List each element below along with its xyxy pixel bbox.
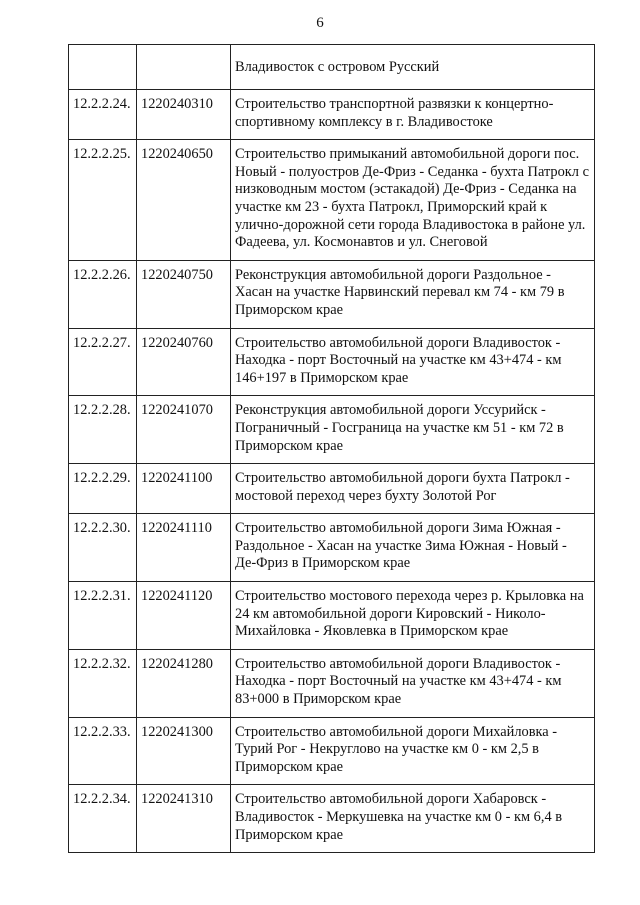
row-code-cell: 1220241310 <box>137 785 231 853</box>
row-code-cell: 1220240750 <box>137 260 231 328</box>
table-row <box>69 464 595 514</box>
table-row <box>69 396 595 464</box>
table-row <box>69 260 595 328</box>
row-code-cell: 1220241100 <box>137 464 231 514</box>
row-description-cell: Строительство автомобильной дороги Зима Южная - Раздольное - Хасан на участке Зима Южная - Новый - Де-Фриз в Приморском крае <box>231 514 595 582</box>
row-description-cell: Строительство автомобильной дороги Владивосток - Находка - порт Восточный на участке км 43+474 - км 146+197 в Приморском крае <box>231 328 595 396</box>
row-number-cell <box>69 45 137 90</box>
row-number-cell: 12.2.2.25. <box>69 140 137 261</box>
row-number-cell: 12.2.2.34. <box>69 785 137 853</box>
table-body <box>69 45 595 853</box>
row-code-cell: 1220241120 <box>137 582 231 650</box>
table-row <box>69 649 595 717</box>
row-description-cell: Строительство автомобильной дороги Хабаровск - Владивосток - Меркушевка на участке км 0 - км 6,4 в Приморском крае <box>231 785 595 853</box>
row-number-cell: 12.2.2.27. <box>69 328 137 396</box>
row-description-cell: Строительство автомобильной дороги Михайловка - Турий Рог - Некруглово на участке км 0 - км 2,5 в Приморском крае <box>231 717 595 785</box>
row-code-cell: 1220240650 <box>137 140 231 261</box>
table-row <box>69 90 595 140</box>
row-description-cell: Строительство мостового перехода через р. Крыловка на 24 км автомобильной дороги Кировский - Николо-Михайловка - Яковлевка в Приморском крае <box>231 582 595 650</box>
row-code-cell <box>137 45 231 90</box>
row-number-cell: 12.2.2.33. <box>69 717 137 785</box>
row-code-cell: 1220241280 <box>137 649 231 717</box>
table-row <box>69 582 595 650</box>
table-row <box>69 45 595 90</box>
row-description-cell: Строительство примыканий автомобильной дороги пос. Новый - полуостров Де-Фриз - Седанка - бухта Патрокл с низководным мостом (эстакадой) Де-Фриз - Седанка на участке км 23 - бухта Патрокл, Приморский край к улично-дорожной сети города Владивостока в районе ул. Фадеева, ул. Космонавтов и ул. Снеговой <box>231 140 595 261</box>
row-code-cell: 1220240310 <box>137 90 231 140</box>
table-row <box>69 140 595 261</box>
table-row <box>69 328 595 396</box>
row-number-cell: 12.2.2.32. <box>69 649 137 717</box>
table-row <box>69 717 595 785</box>
row-description-cell: Реконструкция автомобильной дороги Раздольное - Хасан на участке Нарвинский перевал км 74 - км 79 в Приморском крае <box>231 260 595 328</box>
row-code-cell: 1220241300 <box>137 717 231 785</box>
row-number-cell: 12.2.2.24. <box>69 90 137 140</box>
table-row <box>69 514 595 582</box>
row-description-cell: Строительство автомобильной дороги Владивосток - Находка - порт Восточный на участке км 43+474 - км 83+000 в Приморском крае <box>231 649 595 717</box>
row-number-cell: 12.2.2.28. <box>69 396 137 464</box>
row-number-cell: 12.2.2.26. <box>69 260 137 328</box>
row-code-cell: 1220241070 <box>137 396 231 464</box>
row-code-cell: 1220240760 <box>137 328 231 396</box>
row-number-cell: 12.2.2.30. <box>69 514 137 582</box>
row-description-cell: Строительство транспортной развязки к концертно-спортивному комплексу в г. Владивостоке <box>231 90 595 140</box>
row-description-cell: Строительство автомобильной дороги бухта Патрокл - мостовой переход через бухту Золотой Рог <box>231 464 595 514</box>
projects-table <box>68 44 595 853</box>
row-number-cell: 12.2.2.29. <box>69 464 137 514</box>
row-code-cell: 1220241110 <box>137 514 231 582</box>
page-number: 6 <box>316 15 324 31</box>
row-description-cell: Реконструкция автомобильной дороги Уссурийск - Пограничный - Госграница на участке км 51 - км 72 в Приморском крае <box>231 396 595 464</box>
row-number-cell: 12.2.2.31. <box>69 582 137 650</box>
table-row <box>69 785 595 853</box>
row-description-cell: Владивосток с островом Русский <box>231 45 595 90</box>
